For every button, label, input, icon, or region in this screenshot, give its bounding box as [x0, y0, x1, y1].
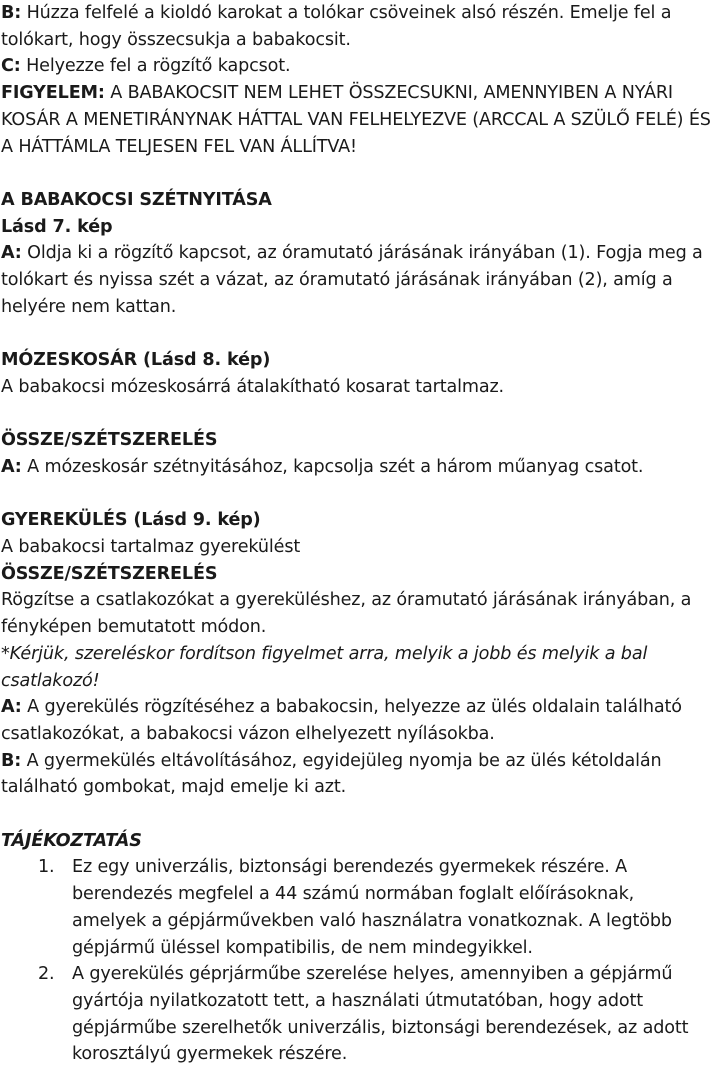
- unfold-see-image: Lásd 7. kép: [1, 216, 113, 237]
- step-text: A gyerekülés rögzítéséhez a babakocsin, helyezze az ülés oldalain található csatlakozókat, a babakocsi vázon elhelyezett nyílásokba.: [1, 697, 682, 744]
- seat-text: A babakocsi tartalmaz gyerekülést: [1, 537, 301, 557]
- fold-step-c: [1, 53, 713, 80]
- fold-step-b: [1, 0, 713, 53]
- step-label: B:: [1, 750, 22, 771]
- carrycot-assembly-title: ÖSSZE/SZÉTSZERELÉS: [1, 430, 218, 451]
- step-text: Húzza felfelé a kioldó karokat a tolókar csöveinek alsó részén. Emelje fel a tolókart, hogy összecsukja a babakocsit.: [1, 3, 672, 50]
- unfold-step-a: [1, 240, 713, 320]
- list-item-number: 1.: [38, 857, 55, 878]
- carrycot-text: A babakocsi mózeskosárrá átalakítható kosarat tartalmaz.: [1, 376, 505, 397]
- seat-step-b: [1, 748, 713, 801]
- step-text: Oldja ki a rögzítő kapcsot, az óramutató járásának irányában (1). Fogja meg a tolókart és nyissa szét a vázat, az óramutató járásának irányában (2), amíg a helyére nem kattan.: [1, 243, 703, 317]
- fold-warning: [1, 80, 713, 160]
- spacer: [1, 160, 713, 187]
- step-text: A mózeskosár szétnyitásához, kapcsolja szét a három műanyag csatot.: [21, 456, 644, 477]
- step-text: Helyezze fel a rögzítő kapcsot.: [20, 56, 291, 77]
- seat-title: GYEREKÜLÉS (Lásd 9. kép): [1, 510, 261, 531]
- step-label: A:: [1, 456, 22, 477]
- seat-assembly-title: ÖSSZE/SZÉTSZERELÉS: [1, 563, 218, 584]
- warning-label: FIGYELEM:: [1, 83, 105, 104]
- step-label: A:: [1, 243, 22, 264]
- list-item-text: Ez egy univerzális, biztonsági berendezés gyermekek részére. A berendezés megfelel a 44 számú normában foglalt előírásoknak, amelyek a gépjárművekben való használatra vonatkoznak. A legtöbb gépjármű üléssel kompatibilis, de nem mindegyikkel.: [72, 857, 672, 958]
- info-list: [1, 854, 713, 1068]
- step-label: A:: [1, 697, 22, 718]
- step-label: C:: [1, 56, 21, 77]
- spacer: [1, 801, 713, 828]
- list-item-number: 2.: [38, 964, 55, 985]
- seat-step-a: [1, 694, 713, 747]
- info-title: TÁJÉKOZTATÁS: [1, 830, 142, 851]
- step-label: B:: [1, 3, 22, 23]
- spacer: [1, 481, 713, 508]
- carrycot-title: MÓZESKOSÁR (Lásd 8. kép): [1, 350, 271, 371]
- carrycot-step-a: [1, 454, 713, 481]
- spacer: [1, 320, 713, 347]
- seat-note: *Kérjük, szereléskor fordítson figyelmet arra, melyik a jobb és melyik a bal csatlakozó!: [1, 643, 648, 691]
- seat-fix-text: Rögzítse a csatlakozókat a gyereküléshez, az óramutató járásának irányában, a fényképen bemutatott módon.: [1, 590, 692, 638]
- spacer: [1, 401, 713, 428]
- list-item: [1, 854, 713, 961]
- list-item-text: A gyerekülés géprjárműbe szerelése helyes, amennyiben a gépjármű gyártója nyilatkozatott tett, a használati útmutatóban, hogy adott gépjárműbe szerelhetők univerzális, biztonsági berendezések, az adott korosztályú gyermekek részére.: [72, 964, 689, 1065]
- step-text: A gyermekülés eltávolításához, egyidejüleg nyomja be az ülés kétoldalán található gombokat, majd emelje ki azt.: [1, 750, 662, 798]
- unfold-title: A BABAKOCSI SZÉTNYITÁSA: [1, 189, 272, 210]
- list-item: [1, 961, 713, 1068]
- warning-text: A BABAKOCSIT NEM LEHET ÖSSZECSUKNI, AMENNYIBEN A NYÁRI KOSÁR A MENETIRÁNYNAK HÁTTAL VAN FELHELYEZVE (ARCCAL A SZÜLŐ FELÉ) ÉS A HÁTTÁMLA TELJESEN FEL VAN ÁLLÍTVA!: [1, 83, 711, 157]
